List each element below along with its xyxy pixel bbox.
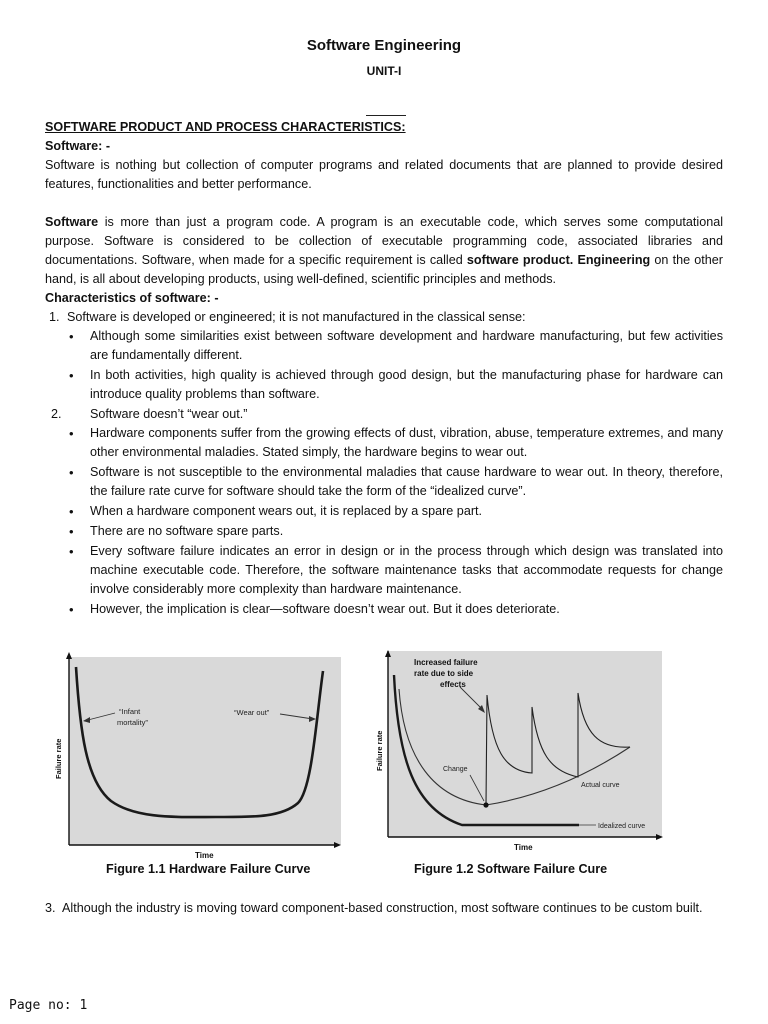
y-axis-arrow-icon bbox=[66, 652, 72, 659]
label-mortality: mortality” bbox=[117, 718, 148, 727]
annotation-line-1: Increased failure bbox=[414, 658, 478, 667]
list-item-1 bbox=[45, 308, 723, 327]
bullet-icon: • bbox=[69, 544, 74, 559]
characteristics-label: Characteristics of software: - bbox=[45, 291, 219, 305]
software-failure-figure bbox=[374, 649, 664, 861]
bullet-text: In both activities, high quality is achieved through good design, but the manufacturing phase for hardware can introduce quality problems than software. bbox=[90, 368, 723, 401]
x-axis-label: Time bbox=[195, 851, 214, 860]
figure-background bbox=[388, 651, 662, 837]
bullet-item bbox=[45, 463, 723, 501]
bullet-icon: • bbox=[69, 602, 74, 617]
list-item-text: Software doesn’t “wear out.” bbox=[90, 407, 248, 421]
label-change: Change bbox=[443, 766, 468, 773]
bullet-text: Software is not susceptible to the environmental maladies that cause hardware to wear out. In theory, therefore, the failure rate curve for software should take the form of the “idealized curve”. bbox=[90, 465, 723, 498]
paragraph-text-2: on the other hand, is all about developing products, using well-defined, scientific principles and methods. bbox=[45, 253, 723, 286]
bold-engineering: Engineering bbox=[577, 253, 651, 267]
change-point bbox=[483, 802, 488, 807]
figure1-caption: Figure 1.1 Hardware Failure Curve bbox=[106, 862, 311, 876]
bullet-item bbox=[45, 327, 723, 365]
paragraph-software-engineering bbox=[45, 213, 723, 289]
bullet-text: Hardware components suffer from the growing effects of dust, vibration, abuse, temperature extremes, and many other environmental maladies. Stated simply, the hardware begins to wear out. bbox=[90, 426, 723, 459]
paragraph-definition: Software is nothing but collection of computer programs and related documents that are planned to provide desired features, functionalities and better performance. bbox=[45, 158, 723, 191]
annotation-line-3: effects bbox=[440, 680, 466, 689]
list-number: 2. bbox=[51, 407, 62, 421]
bullet-item bbox=[45, 424, 723, 462]
bullet-item bbox=[45, 522, 723, 541]
x-axis-label: Time bbox=[514, 843, 533, 852]
label-idealized-curve: Idealized curve bbox=[598, 823, 646, 830]
item2-bullets bbox=[45, 424, 723, 619]
label-wearout: “Wear out” bbox=[234, 708, 270, 717]
list-item-2 bbox=[45, 405, 723, 424]
document-title: Software Engineering bbox=[306, 37, 462, 54]
page-number: Page no: 1 bbox=[9, 998, 88, 1013]
separator-rule bbox=[366, 115, 406, 116]
bold-software-product: software product. bbox=[466, 253, 574, 267]
document-body bbox=[45, 118, 723, 620]
bullet-text: There are no software spare parts. bbox=[90, 524, 284, 538]
bullet-item bbox=[45, 502, 723, 521]
section-heading: SOFTWARE PRODUCT AND PROCESS CHARACTERISTICS: bbox=[45, 120, 406, 134]
bullet-item bbox=[45, 600, 723, 619]
y-axis-label: Failure rate bbox=[54, 738, 63, 779]
y-axis-label: Failure rate bbox=[375, 730, 384, 771]
bold-software: Software bbox=[45, 215, 99, 229]
annotation-line-2: rate due to side bbox=[414, 669, 474, 678]
list-item-3 bbox=[45, 899, 723, 918]
unit-label: UNIT-I bbox=[366, 64, 402, 78]
bullet-icon: • bbox=[69, 426, 74, 441]
bullet-text: However, the implication is clear—software doesn’t wear out. But it does deteriorate. bbox=[90, 602, 560, 616]
bullet-icon: • bbox=[69, 329, 74, 344]
software-label: Software: - bbox=[45, 139, 111, 153]
hardware-failure-figure bbox=[54, 651, 344, 861]
bullet-text: When a hardware component wears out, it is replaced by a spare part. bbox=[90, 504, 483, 518]
bullet-item bbox=[45, 366, 723, 404]
figure2-caption: Figure 1.2 Software Failure Cure bbox=[414, 862, 608, 876]
bullet-icon: • bbox=[69, 465, 74, 480]
bullet-icon: • bbox=[69, 504, 74, 519]
bullet-icon: • bbox=[69, 368, 74, 383]
bullet-text: Although some similarities exist between software development and hardware manufacturing, but few activities are fundamentally different. bbox=[90, 329, 723, 362]
list-number: 3. bbox=[45, 901, 56, 915]
list-number: 1. bbox=[49, 310, 60, 324]
bullet-text: Every software failure indicates an error in design or in the process through which design was translated into machine executable code. Therefore, the software maintenance tasks that accommodate requests for change involve considerably more complexity than hardware maintenance. bbox=[90, 544, 723, 596]
list-item-text: Software is developed or engineered; it is not manufactured in the classical sense: bbox=[67, 310, 526, 324]
bullet-item bbox=[45, 542, 723, 599]
paragraph-text-1: is more than just a program code. A program is an executable code, which serves some computational purpose. Software is considered to be collection of executable programming code, associated libraries and documentations. Software, when made for a specific requirement is called bbox=[45, 215, 723, 267]
label-infant: “Infant bbox=[119, 707, 141, 716]
label-actual-curve: Actual curve bbox=[581, 782, 620, 789]
bullet-icon: • bbox=[69, 524, 74, 539]
item1-bullets bbox=[45, 327, 723, 404]
list-item-text: Although the industry is moving toward component-based construction, most software continues to be custom built. bbox=[62, 901, 703, 915]
